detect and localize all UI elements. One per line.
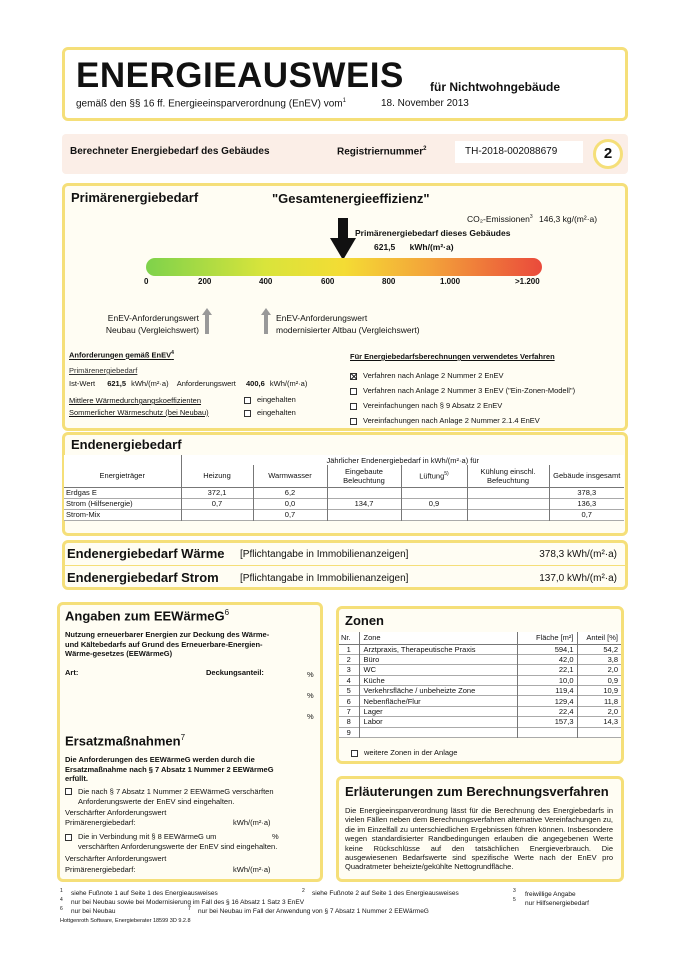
- value-cell: 0,9: [401, 498, 467, 509]
- zone-number-cell: 2: [339, 654, 359, 664]
- primary-demand-label-2: Primärenergiebedarf:: [65, 865, 136, 874]
- column-header: Nr.: [339, 632, 359, 644]
- summary-electricity-value: 137,0 kWh/(m²·a): [539, 573, 617, 584]
- tightened-requirement-label: Verschärfter Anforderungswert: [65, 808, 167, 817]
- percent-sign: %: [307, 712, 314, 721]
- zone-name-cell: [359, 727, 517, 737]
- footnote-number: 5: [513, 897, 516, 903]
- table-row: [339, 686, 621, 696]
- column-header: Fläche [m²]: [517, 632, 577, 644]
- up-arrow-icon: [261, 308, 271, 334]
- value-cell: [467, 509, 549, 520]
- u-values-check[interactable]: [244, 395, 296, 404]
- scale-tick: 400: [259, 277, 273, 286]
- tightened-requirement-label-2: Verschärfter Anforderungswert: [65, 854, 167, 863]
- value-cell: 0,0: [253, 498, 327, 509]
- explanation-title: Erläuterungen zum Berechnungsverfahren: [345, 784, 609, 799]
- registration-sup: 2: [423, 146, 427, 152]
- efficiency-scale-bar: [146, 258, 542, 276]
- reference-modernized: [276, 312, 420, 336]
- energy-carrier-cell: Erdgas E: [64, 487, 181, 498]
- actual-value-label: Ist-Wert: [69, 379, 96, 388]
- zone-number-cell: 1: [339, 644, 359, 654]
- actual-value-unit: kWh/(m²·a): [131, 379, 169, 388]
- zone-number-cell: 4: [339, 675, 359, 685]
- summary-electricity-note: [Pflichtangabe in Immobilienanzeigen]: [240, 573, 409, 584]
- value-cell: [181, 509, 253, 520]
- group-header: Jährlicher Endenergiebedarf in kWh/(m²·a) für: [326, 455, 480, 465]
- scale-tick: 0: [144, 277, 149, 286]
- footnotes: [60, 888, 620, 928]
- software-credit: Hottgenroth Software, Energieberater 18599 3D 9.2.8: [60, 918, 191, 924]
- document-subtitle: für Nichtwohngebäude: [430, 80, 560, 94]
- eewaermeg-intro: Nutzung erneuerbarer Energien zur Deckung des Wärme- und Kältebedarfs auf Grund des Erneuerbare-Energien-Wärme-gesetzes (EEWärmeG): [65, 630, 270, 658]
- table-row: [64, 487, 624, 498]
- requirements-title-text: Anforderungen gemäß EnEV: [69, 350, 172, 360]
- value-cell: 0,7: [253, 509, 327, 520]
- zone-name-cell: Arztpraxis, Therapeutische Praxis: [359, 644, 517, 654]
- column-header: Anteil [%]: [586, 633, 618, 643]
- zone-share-cell: [577, 727, 621, 737]
- checkbox[interactable]: [350, 388, 357, 395]
- registration-label-text: Registriernummer: [337, 146, 424, 158]
- requirements-sub: Primärenergiebedarf: [69, 366, 138, 375]
- footnote-5: nur Hilfsenergiebedarf: [525, 900, 589, 907]
- method-option-4-label: Vereinfachungen nach Anlage 2 Nummer 2.1.4 EnEV: [363, 416, 540, 425]
- eewaermeg-share-label: Deckungsanteil:: [206, 668, 264, 677]
- scale-tick: 600: [321, 277, 335, 286]
- co2-label: CO₂-Emissionen: [467, 214, 530, 224]
- final-energy-table: [64, 455, 624, 521]
- zone-area-cell: 594,1: [517, 644, 577, 654]
- method-option-3-label: Vereinfachungen nach § 9 Absatz 2 EnEV: [363, 401, 503, 410]
- primary-energy-title: Primärenergiebedarf: [71, 190, 199, 205]
- zones-title: Zonen: [345, 613, 384, 628]
- method-option-1[interactable]: [350, 371, 504, 380]
- substitute-option-1-label: Die nach § 7 Absatz 1 Nummer 2 EEWärmeG verschärften Anforderungswerte der EnEV sind eingehalten.: [78, 787, 274, 806]
- value-cell: [467, 487, 549, 498]
- energy-carrier-cell: Strom-Mix: [64, 509, 181, 520]
- zone-area-cell: 22,4: [517, 706, 577, 716]
- zone-number-cell: 6: [339, 696, 359, 706]
- checkbox[interactable]: [244, 397, 251, 404]
- registration-number: TH-2018-002088679: [455, 141, 583, 163]
- registration-bar-label: Berechneter Energiebedarf des Gebäudes: [70, 146, 270, 157]
- zone-name-cell: Verkehrsfläche / unbeheizte Zone: [359, 686, 517, 696]
- down-arrow-icon: [330, 218, 356, 260]
- column-header: Energieträger: [64, 465, 181, 487]
- summary-row-electricity: [67, 570, 617, 586]
- zone-name-cell: Labor: [359, 717, 517, 727]
- scale-tick: 1.000: [440, 277, 461, 286]
- legal-basis: [76, 98, 346, 109]
- table-row: [64, 498, 624, 509]
- checkbox[interactable]: [351, 750, 358, 757]
- co2-sup: 3: [529, 214, 533, 221]
- reference-modernized-line2: modernisierter Altbau (Vergleichswert): [276, 325, 420, 335]
- value-cell: 0,7: [581, 510, 592, 519]
- zone-number-cell: 3: [339, 665, 359, 675]
- zone-share-cell: 10,9: [603, 686, 618, 696]
- more-zones-label: weitere Zonen in der Anlage: [364, 748, 458, 757]
- substitute-measures-title: [65, 733, 185, 748]
- percent-sign: %: [307, 691, 314, 700]
- requirement-value-unit: kWh/(m²·a): [269, 379, 308, 388]
- column-header-sup: 5): [444, 471, 449, 477]
- checkbox[interactable]: [350, 403, 357, 410]
- checked-checkbox[interactable]: [350, 373, 357, 380]
- zone-name-cell: Küche: [359, 675, 517, 685]
- summary-divider: [64, 565, 626, 566]
- footnote-number: 4: [60, 897, 63, 903]
- footnote-3: freiwillige Angabe: [525, 891, 576, 898]
- reference-modernized-line1: EnEV-Anforderungswert: [276, 313, 368, 323]
- column-header: Warmwasser: [253, 465, 327, 487]
- footnote-number: 2: [302, 888, 305, 894]
- reference-new-building: [84, 312, 199, 336]
- checkbox[interactable]: [350, 418, 357, 425]
- substitute-option-2-label: Die in Verbindung mit § 8 EEWärmeG um: [78, 832, 217, 841]
- column-header: Zone: [359, 632, 517, 644]
- document-title: ENERGIEAUSWEIS: [76, 56, 404, 95]
- table-row: [339, 717, 621, 727]
- value-cell: [401, 487, 467, 498]
- zone-share-cell: 2,0: [607, 665, 618, 675]
- summary-heat-label: Endenergiebedarf Wärme: [67, 546, 225, 561]
- column-header: Eingebaute Beleuchtung: [327, 465, 401, 487]
- footnote-7: nur bei Neubau im Fall der Anwendung von § 7 Absatz 1 Nummer 2 EEWärmeG: [198, 908, 429, 915]
- summer-protection-check-label: eingehalten: [257, 408, 296, 417]
- primary-demand-unit: kWh/(m²·a): [233, 818, 271, 827]
- table-group-header-row: [64, 455, 624, 465]
- u-values-check-label: eingehalten: [257, 395, 296, 404]
- footnote-number: 1: [60, 888, 63, 894]
- checkbox[interactable]: [65, 834, 72, 841]
- footnote-number: 6: [60, 906, 63, 912]
- page-number-badge: 2: [593, 139, 623, 169]
- value-cell: 136,3: [577, 499, 597, 508]
- co2-value: 146,3 kg/(m²·a): [538, 214, 598, 224]
- zone-share-cell: 2,0: [607, 707, 618, 717]
- co2-emissions: [467, 214, 597, 224]
- pointer-value-number: 621,5: [374, 242, 396, 252]
- zones-header-row: [339, 632, 621, 644]
- footnote-4: nur bei Neubau sowie bei Modernisierung im Fall des § 16 Absatz 1 Satz 3 EnEV: [71, 899, 305, 906]
- method-option-4[interactable]: [350, 416, 540, 425]
- value-cell: [327, 487, 401, 498]
- zone-area-cell: 129,4: [517, 696, 577, 706]
- method-option-2-label: Verfahren nach Anlage 2 Nummer 3 EnEV ("Ein-Zonen-Modell"): [363, 386, 576, 395]
- zone-share-cell: 54,2: [603, 644, 618, 654]
- zone-area-cell: 42,0: [517, 654, 577, 664]
- value-cell: 6,2: [253, 487, 327, 498]
- legal-basis-sup: 1: [342, 98, 346, 104]
- table-row: [339, 654, 621, 664]
- scale-tick: 200: [198, 277, 212, 286]
- summary-row-heat: [67, 546, 617, 562]
- footnote-2: siehe Fußnote 2 auf Seite 1 des Energieausweises: [312, 890, 459, 897]
- reference-new-line1: EnEV-Anforderungswert: [107, 313, 199, 323]
- table-row: [339, 727, 621, 737]
- zones-table: [339, 632, 621, 738]
- actual-value-row: [69, 379, 307, 388]
- registration-label: [337, 146, 426, 157]
- pointer-value-unit: kWh/(m²·a): [409, 242, 454, 252]
- eewaermeg-title: [65, 608, 229, 623]
- value-cell: [401, 509, 467, 520]
- scale-tick: >1.200: [515, 277, 540, 286]
- energy-carrier-cell: Strom (Hilfsenergie): [64, 498, 181, 509]
- zone-number-cell: 8: [339, 717, 359, 727]
- method-option-2[interactable]: [350, 386, 575, 395]
- footnote-1: siehe Fußnote 1 auf Seite 1 des Energieausweises: [71, 890, 218, 897]
- substitute-option-1[interactable]: [65, 787, 300, 806]
- reference-new-line2: Neubau (Vergleichswert): [105, 325, 199, 335]
- total-efficiency-heading: "Gesamtenergieeffizienz": [272, 191, 430, 206]
- column-header: Kühlung einschl. Befeuchtung: [467, 465, 549, 487]
- legal-basis-text: gemäß den §§ 16 ff. Energieeinsparverordnung (EnEV) vom: [76, 98, 343, 110]
- percent-sign: %: [272, 832, 279, 841]
- value-cell: 372,1: [181, 487, 253, 498]
- checkbox[interactable]: [244, 410, 251, 417]
- zone-area-cell: 22,1: [517, 665, 577, 675]
- zone-name-cell: Lager: [359, 706, 517, 716]
- pointer-label: Primärenergiebedarf dieses Gebäudes: [355, 228, 511, 238]
- table-header-row: [64, 465, 624, 487]
- zone-share-cell: 14,3: [603, 717, 618, 727]
- pointer-value: [374, 242, 454, 252]
- column-header-text: Lüftung: [419, 471, 445, 481]
- eewaermeg-art-label: Art:: [65, 668, 79, 677]
- requirement-value-label: Anforderungswert: [176, 379, 236, 388]
- zone-area-cell: 10,0: [517, 675, 577, 685]
- column-header: Gebäude insgesamt: [553, 471, 621, 481]
- legal-date: 18. November 2013: [381, 98, 469, 109]
- footnote-6: nur bei Neubau: [71, 908, 116, 915]
- requirement-value-number: 400,6: [245, 379, 265, 388]
- summary-heat-value: 378,3 kWh/(m²·a): [539, 549, 617, 560]
- primary-demand-unit-2: kWh/(m²·a): [233, 865, 271, 874]
- value-cell: [327, 509, 401, 520]
- substitute-option-2-continued: verschärften Anforderungswerte der EnEV sind eingehalten.: [78, 842, 278, 851]
- zone-share-cell: 0,9: [607, 675, 618, 685]
- footnote-number: 7: [188, 906, 191, 912]
- u-values-label: Mittlere Wärmedurchgangskoeffizienten: [69, 396, 202, 405]
- final-energy-title: Endenergiebedarf: [71, 437, 182, 452]
- value-cell: 378,3: [577, 488, 597, 497]
- up-arrow-icon: [202, 308, 212, 334]
- substitute-option-2[interactable]: [65, 832, 216, 841]
- more-zones-option[interactable]: [351, 748, 457, 757]
- zone-area-cell: 157,3: [517, 717, 577, 727]
- substitute-intro: Die Anforderungen des EEWärmeG werden durch die Ersatzmaßnahme nach § 7 Absatz 1 Nummer 2 EEWärmeG erfüllt.: [65, 755, 274, 783]
- value-cell: 0,7: [181, 498, 253, 509]
- zone-name-cell: Büro: [359, 654, 517, 664]
- substitute-measures-sup: 7: [180, 733, 186, 742]
- zone-number-cell: 5: [339, 686, 359, 696]
- zone-name-cell: WC: [359, 665, 517, 675]
- eewaermeg-sup: 6: [224, 608, 230, 617]
- checkbox[interactable]: [65, 788, 72, 795]
- zone-number-cell: 7: [339, 706, 359, 716]
- zone-share-cell: 11,8: [603, 696, 618, 706]
- method-option-1-label: Verfahren nach Anlage 2 Nummer 2 EnEV: [363, 371, 504, 380]
- zone-share-cell: 3,8: [607, 655, 618, 665]
- table-row: [339, 675, 621, 685]
- table-row: [339, 706, 621, 716]
- table-row: [339, 644, 621, 654]
- table-row: [339, 665, 621, 675]
- method-option-3[interactable]: [350, 401, 502, 410]
- value-cell: 134,7: [327, 498, 401, 509]
- table-row: [64, 509, 624, 520]
- summer-protection-check[interactable]: [244, 408, 296, 417]
- value-cell: [467, 498, 549, 509]
- scale-tick: 800: [382, 277, 396, 286]
- column-header: [401, 465, 467, 487]
- requirements-sup: 4: [171, 350, 174, 356]
- summary-heat-note: [Pflichtangabe in Immobilienanzeigen]: [240, 549, 409, 560]
- primary-demand-label: Primärenergiebedarf:: [65, 818, 136, 827]
- table-row: [339, 696, 621, 706]
- summary-electricity-label: Endenergiebedarf Strom: [67, 570, 219, 585]
- column-header: Heizung: [181, 465, 253, 487]
- methods-title: Für Energiebedarfsberechnungen verwendetes Verfahren: [350, 352, 555, 361]
- explanation-text: Die Energieeinsparverordnung lässt für die Berechnung des Energiebedarfs in vielen Fällen neben dem Berechnungsverfahren alternative Vereinfachungen zu, die im Einzelfall zu unterschiedlichen Ergebnissen führen können. Insbesondere wegen standardisierter Randbedingungen erlauben die angegebenen Werte keine Rückschlüsse auf den tatsächlichen Energieverbrauch. Die ausgewiesenen Bedarfswerte sind spezifische Werte nach der EnEV pro Quadratmeter beheizte/gekühlte Nettogrundfläche.: [345, 806, 613, 872]
- percent-sign: %: [307, 670, 314, 679]
- actual-value-number: 621,5: [107, 379, 126, 388]
- requirements-title: [69, 350, 174, 360]
- zone-name-cell: Nebenfläche/Flur: [359, 696, 517, 706]
- zone-area-cell: [517, 727, 577, 737]
- summer-protection-label: Sommerlicher Wärmeschutz (bei Neubau): [69, 408, 209, 417]
- zone-area-cell: 119,4: [517, 686, 577, 696]
- footnote-number: 3: [513, 888, 516, 894]
- zone-number-cell: 9: [339, 727, 359, 737]
- eewaermeg-title-text: Angaben zum EEWärmeG: [65, 608, 225, 624]
- substitute-measures-title-text: Ersatzmaßnahmen: [65, 733, 181, 749]
